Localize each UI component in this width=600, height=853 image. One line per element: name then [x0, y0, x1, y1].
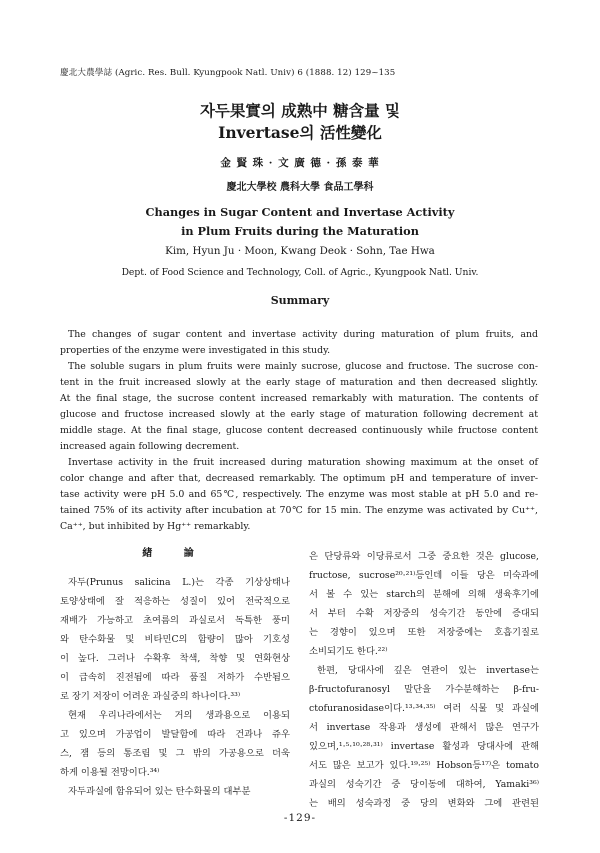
right-column-line: 서 볼 수 있는 starch의 분해에 의해 생육후기에	[309, 589, 539, 600]
right-column-line: 과실의 성숙기간 중 당이동에 대하여, Yamaki³⁶⁾	[309, 779, 539, 790]
english-affiliation: Dept. of Food Science and Technology, Coll. of Agric., Kyungpook Natl. Univ.	[121, 267, 479, 278]
right-column-line: 서도 많은 보고가 있다.¹⁹·²⁵⁾ Hobson등¹⁷⁾은 tomato	[309, 760, 539, 771]
summary-line: At the final stage, the sucrose content increased remarkably with maturation. The contents of	[60, 393, 538, 404]
right-column-line: 는 배의 성숙과정 중 당의 변화와 그에 관련된	[309, 798, 539, 809]
page-number: -129-	[283, 812, 317, 824]
left-column-line: 스, 잼 등의 통조림 및 그 밖의 가공용으로 더욱	[60, 748, 290, 759]
right-column-line: β-fructofuranosyl 말단을 가수분해하는 β-fru-	[309, 684, 539, 695]
english-title-line-2: in Plum Fruits during the Maturation	[181, 224, 419, 238]
english-title-line-1: Changes in Sugar Content and Invertase Activity	[145, 205, 455, 219]
summary-line: color change and after that, decreased remarkably. The optimum pH and temperature of inver-	[60, 473, 538, 484]
right-column-line: 있으며,¹·⁵·¹⁰·²⁸·³¹⁾ invertase 활성과 당대사에 관해	[309, 741, 539, 752]
introduction-heading: 緖 論	[142, 548, 208, 559]
left-column-line: 이 높다. 그러나 수확후 착색, 착향 및 연화현상	[60, 653, 290, 664]
english-authors: Kim, Hyun Ju · Moon, Kwang Deok · Sohn, Tae Hwa	[165, 245, 435, 257]
right-column-line: ctofuranosidase이다.¹³·³⁴·³⁵⁾ 여러 식물 및 과실에	[309, 703, 539, 714]
summary-heading: Summary	[270, 294, 330, 307]
left-column-line: 하게 이용될 전망이다.³⁴⁾	[60, 767, 160, 778]
left-column-line: 로 장기 저장이 어려운 과실중의 하나이다.³³⁾	[60, 691, 241, 702]
summary-line: The soluble sugars in plum fruits were mainly sucrose, glucose and fructose. The sucrose con-	[68, 361, 538, 372]
summary-line: Ca⁺⁺, but inhibited by Hg⁺⁺ remarkably.	[60, 521, 251, 532]
right-column-line: fructose, sucrose²⁰·²¹⁾등인데 이들 당은 미숙과에	[309, 570, 539, 581]
right-column-line: 는 경향이 있으며 또한 저장중에는 호흡기질로	[309, 627, 539, 638]
summary-line: middle stage. At the final stage, glucose content decreased continuously while fructose content	[60, 425, 538, 436]
summary-line: tase activity were pH 5.0 and 65℃, respectively. The enzyme was most stable at pH 5.0 and re-	[60, 489, 538, 500]
summary-line: The changes of sugar content and invertase activity during maturation of plum fruits, and	[68, 329, 538, 340]
summary-line: increased again following decrement.	[60, 441, 240, 452]
journal-header: 慶北大農學誌 (Agric. Res. Bull. Kyungpook Natl. Univ) 6 (1888. 12) 129~135	[60, 68, 396, 78]
left-column-line: 재배가 가능하고 초여름의 과실로서 독특한 풍미	[60, 615, 290, 626]
korean-title-line-2: Invertase의 活性變化	[218, 123, 382, 142]
right-column-line: 서 부터 수확 저장중의 성숙기간 동안에 증대되	[309, 608, 539, 619]
right-column-line: 한편, 당대사에 깊은 연관이 있는 invertase는	[317, 665, 539, 676]
left-column-line: 현재 우리나라에서는 거의 생과용으로 이용되	[68, 710, 290, 721]
left-column-line: 자두과실에 함유되어 있는 탄수화물의 대부분	[68, 786, 251, 797]
korean-title-line-1: 자두果實의 成熟中 糖含量 및	[199, 101, 401, 120]
summary-line: Invertase activity in the fruit increased during maturation showing maximum at the onset of	[68, 457, 538, 468]
left-column-line: 고 있으며 가공업이 발달함에 따라 건과나 쥬우	[60, 729, 290, 740]
left-column-line: 토양상태에 잘 적응하는 성질이 있어 전국적으로	[60, 596, 290, 607]
korean-affiliation: 慶北大學校 農科大學 食品工學科	[226, 182, 374, 193]
right-column-line: 소비되기도 한다.²²⁾	[309, 646, 388, 657]
summary-line: properties of the enzyme were investigated in this study.	[60, 345, 331, 356]
summary-line: tent in the fruit increased slowly at the early stage of maturation and then decreased slightly.	[60, 377, 538, 388]
left-column-line: 이 급속히 진전됨에 따라 품질 저하가 수반됨으	[60, 672, 290, 683]
korean-authors: 金 賢 珠 · 文 廣 德 · 孫 泰 華	[220, 157, 380, 169]
left-column-line: 자두(Prunus salicina L.)는 각종 기상상태나	[68, 577, 290, 588]
summary-line: tained 75% of its activity after incubation at 70℃ for 15 min. The enzyme was activated by Cu⁺⁺,	[60, 505, 538, 516]
summary-line: glucose and fructose increased slowly at the early stage of maturation following decrement at	[60, 409, 538, 420]
right-column-line: 은 단당류와 이당류로서 그중 중요한 것은 glucose,	[309, 551, 539, 562]
right-column-line: 서 invertase 작용과 생성에 관해서 많은 연구가	[309, 722, 539, 733]
left-column-line: 와 탄수화물 및 비타민C의 함량이 많아 기호성	[60, 634, 290, 645]
